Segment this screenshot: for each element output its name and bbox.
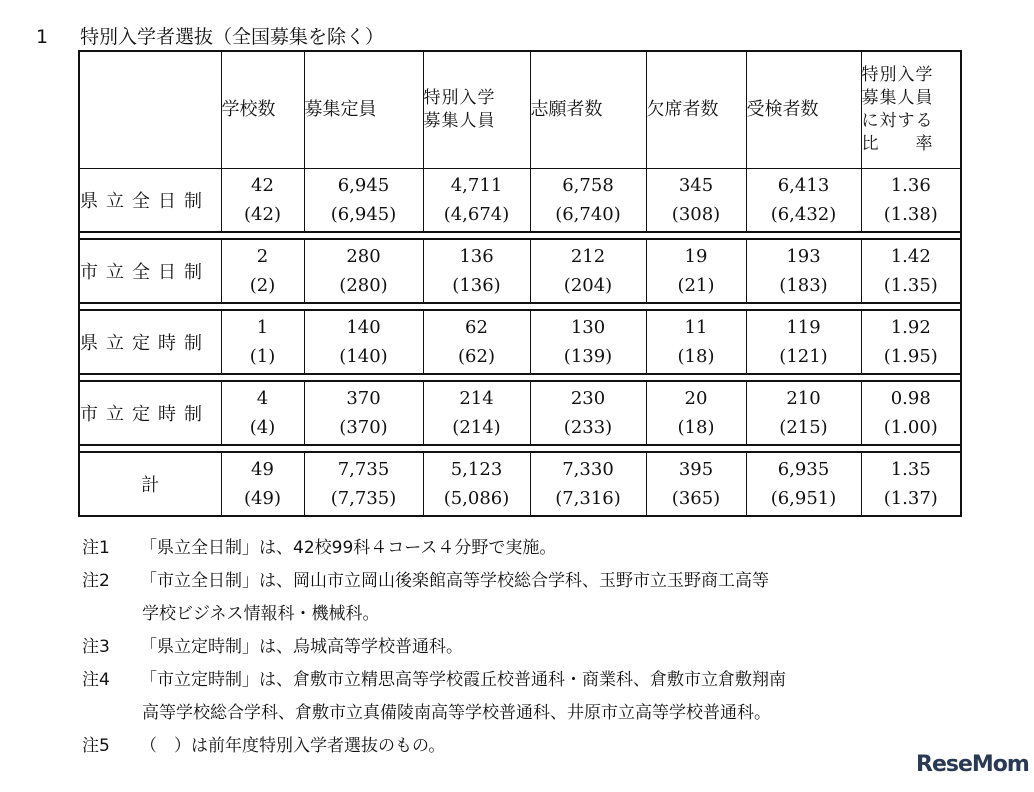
table-row — [79, 310, 961, 374]
previous-year-value: (1.37) — [883, 488, 938, 509]
current-value: 1.35 — [890, 459, 931, 480]
data-cell — [221, 381, 304, 445]
current-value: 6,945 — [337, 175, 390, 196]
data-cell — [861, 169, 961, 233]
previous-year-value: (18) — [677, 346, 715, 367]
current-value: 6,758 — [562, 175, 614, 196]
table-row — [79, 169, 961, 233]
column-header: 特別入学 募集人員 に対する 比 率 — [861, 51, 961, 169]
separator-cell — [79, 374, 961, 381]
data-cell — [646, 169, 746, 233]
data-cell — [530, 381, 646, 445]
note-text: 「市立定時制」は、倉敷市立精思高等学校霞丘校普通科・商業科、倉敷市立倉敷翔南 — [140, 670, 786, 690]
current-value: 49 — [251, 459, 274, 480]
data-cell — [221, 169, 304, 233]
current-value: 62 — [465, 317, 488, 338]
current-value: 6,935 — [777, 459, 830, 480]
current-value: 1.36 — [890, 175, 931, 196]
data-cell — [746, 169, 861, 233]
note-line — [82, 631, 786, 664]
table-header-row — [79, 51, 961, 169]
previous-year-value: (280) — [339, 275, 388, 296]
data-cell — [530, 310, 646, 374]
row-label: 計 — [79, 452, 221, 516]
data-cell — [423, 239, 530, 303]
notes — [82, 532, 786, 763]
current-value: 1.42 — [890, 246, 931, 267]
current-value: 2 — [256, 246, 269, 267]
column-header: 志願者数 — [530, 51, 646, 169]
current-value: 4 — [256, 388, 269, 409]
current-value: 11 — [684, 317, 708, 338]
previous-year-value: (1.95) — [883, 346, 938, 367]
section-number: 1 — [36, 26, 49, 48]
data-cell — [530, 239, 646, 303]
previous-year-value: (233) — [563, 417, 613, 438]
previous-year-value: (6,740) — [555, 204, 621, 225]
data-cell — [304, 452, 423, 516]
column-header: 欠席者数 — [646, 51, 746, 169]
note-label: 注5 — [82, 736, 110, 756]
previous-year-value: (7,316) — [555, 488, 621, 509]
current-value: 5,123 — [450, 459, 503, 480]
current-value: 1.92 — [890, 317, 931, 338]
data-cell — [423, 452, 530, 516]
previous-year-value: (136) — [452, 275, 501, 296]
current-value: 230 — [570, 388, 606, 409]
data-cell — [746, 310, 861, 374]
data-cell — [861, 239, 961, 303]
previous-year-value: (2) — [249, 275, 276, 296]
data-cell — [746, 381, 861, 445]
column-header: 募集定員 — [304, 51, 423, 169]
current-value: 119 — [786, 317, 821, 338]
previous-year-value: (62) — [458, 346, 495, 367]
row-separator — [79, 445, 961, 452]
section-title — [36, 22, 384, 49]
previous-year-value: (370) — [339, 417, 388, 438]
current-value: 193 — [786, 246, 821, 267]
header-corner-cell — [79, 51, 221, 169]
note-label — [82, 697, 140, 730]
previous-year-value: (139) — [563, 346, 613, 367]
current-value: 140 — [346, 317, 381, 338]
current-value: 1 — [256, 317, 269, 338]
data-cell — [861, 381, 961, 445]
data-cell — [646, 452, 746, 516]
previous-year-value: (365) — [671, 488, 721, 509]
note-line — [82, 697, 786, 730]
previous-year-value: (140) — [339, 346, 388, 367]
current-value: 345 — [678, 175, 714, 196]
row-label: 県立定時制 — [79, 310, 221, 374]
row-label: 県立全日制 — [79, 169, 221, 233]
previous-year-value: (6,945) — [330, 204, 397, 225]
previous-year-value: (4) — [249, 417, 276, 438]
previous-year-value: (49) — [244, 488, 281, 509]
previous-year-value: (1.38) — [883, 204, 938, 225]
column-header: 特別入学 募集人員 — [423, 51, 530, 169]
current-value: 0.98 — [890, 388, 931, 409]
section-heading: 特別入学者選抜（全国募集を除く） — [80, 26, 385, 48]
current-value: 4,711 — [450, 175, 503, 196]
note-text: 「市立全日制」は、岡山市立岡山後楽館高等学校総合学科、玉野市立玉野商工高等 — [140, 571, 769, 591]
note-text: 「県立全日制」は、42校99科４コース４分野で実施。 — [140, 538, 557, 558]
current-value: 395 — [678, 459, 714, 480]
data-cell — [221, 452, 304, 516]
data-cell — [746, 452, 861, 516]
previous-year-value: (42) — [244, 204, 281, 225]
row-separator — [79, 374, 961, 381]
note-label: 注2 — [82, 571, 110, 591]
table-row — [79, 239, 961, 303]
previous-year-value: (204) — [563, 275, 613, 296]
previous-year-value: (1.00) — [883, 417, 938, 438]
table-body — [79, 169, 961, 517]
previous-year-value: (308) — [671, 204, 721, 225]
current-value: 136 — [459, 246, 494, 267]
data-cell — [304, 169, 423, 233]
current-value: 210 — [786, 388, 821, 409]
note-line — [82, 565, 786, 598]
row-label: 市立全日制 — [79, 239, 221, 303]
note-label — [82, 598, 140, 631]
note-line — [82, 664, 786, 697]
previous-year-value: (215) — [779, 417, 828, 438]
note-text: 「県立定時制」は、烏城高等学校普通科。 — [140, 637, 463, 657]
previous-year-value: (1.35) — [883, 275, 938, 296]
row-separator — [79, 232, 961, 239]
table-row — [79, 381, 961, 445]
column-header: 受検者数 — [746, 51, 861, 169]
data-cell — [646, 381, 746, 445]
separator-cell — [79, 445, 961, 452]
previous-year-value: (6,432) — [770, 204, 837, 225]
current-value: 130 — [570, 317, 606, 338]
current-value: 214 — [459, 388, 494, 409]
data-cell — [861, 310, 961, 374]
note-label: 注1 — [82, 538, 110, 558]
previous-year-value: (121) — [779, 346, 828, 367]
note-text: （ ）は前年度特別入学者選抜のもの。 — [140, 736, 446, 756]
note-text: 高等学校総合学科、倉敷市立真備陵南高等学校普通科、井原市立高等学校普通科。 — [142, 703, 771, 723]
data-cell — [423, 381, 530, 445]
current-value: 7,330 — [562, 459, 614, 480]
table-row — [79, 452, 961, 516]
current-value: 7,735 — [337, 459, 390, 480]
resemom-logo: ReseMom — [916, 752, 1029, 777]
row-label: 市立定時制 — [79, 381, 221, 445]
data-cell — [530, 169, 646, 233]
previous-year-value: (4,674) — [443, 204, 510, 225]
current-value: 212 — [570, 246, 606, 267]
data-cell — [304, 381, 423, 445]
previous-year-value: (21) — [677, 275, 715, 296]
data-cell — [646, 310, 746, 374]
column-header: 学校数 — [221, 51, 304, 169]
data-cell — [221, 310, 304, 374]
current-value: 20 — [684, 388, 708, 409]
previous-year-value: (214) — [452, 417, 501, 438]
applicant-table — [78, 50, 962, 517]
previous-year-value: (7,735) — [330, 488, 397, 509]
current-value: 6,413 — [777, 175, 830, 196]
current-value: 370 — [346, 388, 381, 409]
note-label: 注3 — [82, 637, 110, 657]
previous-year-value: (6,951) — [770, 488, 837, 509]
data-cell — [646, 239, 746, 303]
data-cell — [746, 239, 861, 303]
note-line — [82, 532, 786, 565]
data-cell — [423, 169, 530, 233]
row-separator — [79, 303, 961, 310]
previous-year-value: (183) — [779, 275, 828, 296]
current-value: 280 — [346, 246, 381, 267]
note-line — [82, 598, 786, 631]
current-value: 19 — [684, 246, 708, 267]
data-cell — [304, 239, 423, 303]
current-value: 42 — [251, 175, 274, 196]
separator-cell — [79, 232, 961, 239]
previous-year-value: (18) — [677, 417, 715, 438]
data-cell — [423, 310, 530, 374]
data-cell — [304, 310, 423, 374]
data-cell — [861, 452, 961, 516]
note-label: 注4 — [82, 670, 110, 690]
data-cell — [221, 239, 304, 303]
data-cell — [530, 452, 646, 516]
note-text: 学校ビジネス情報科・機械科。 — [142, 604, 380, 624]
previous-year-value: (5,086) — [443, 488, 510, 509]
separator-cell — [79, 303, 961, 310]
previous-year-value: (1) — [249, 346, 276, 367]
note-line — [82, 730, 786, 763]
